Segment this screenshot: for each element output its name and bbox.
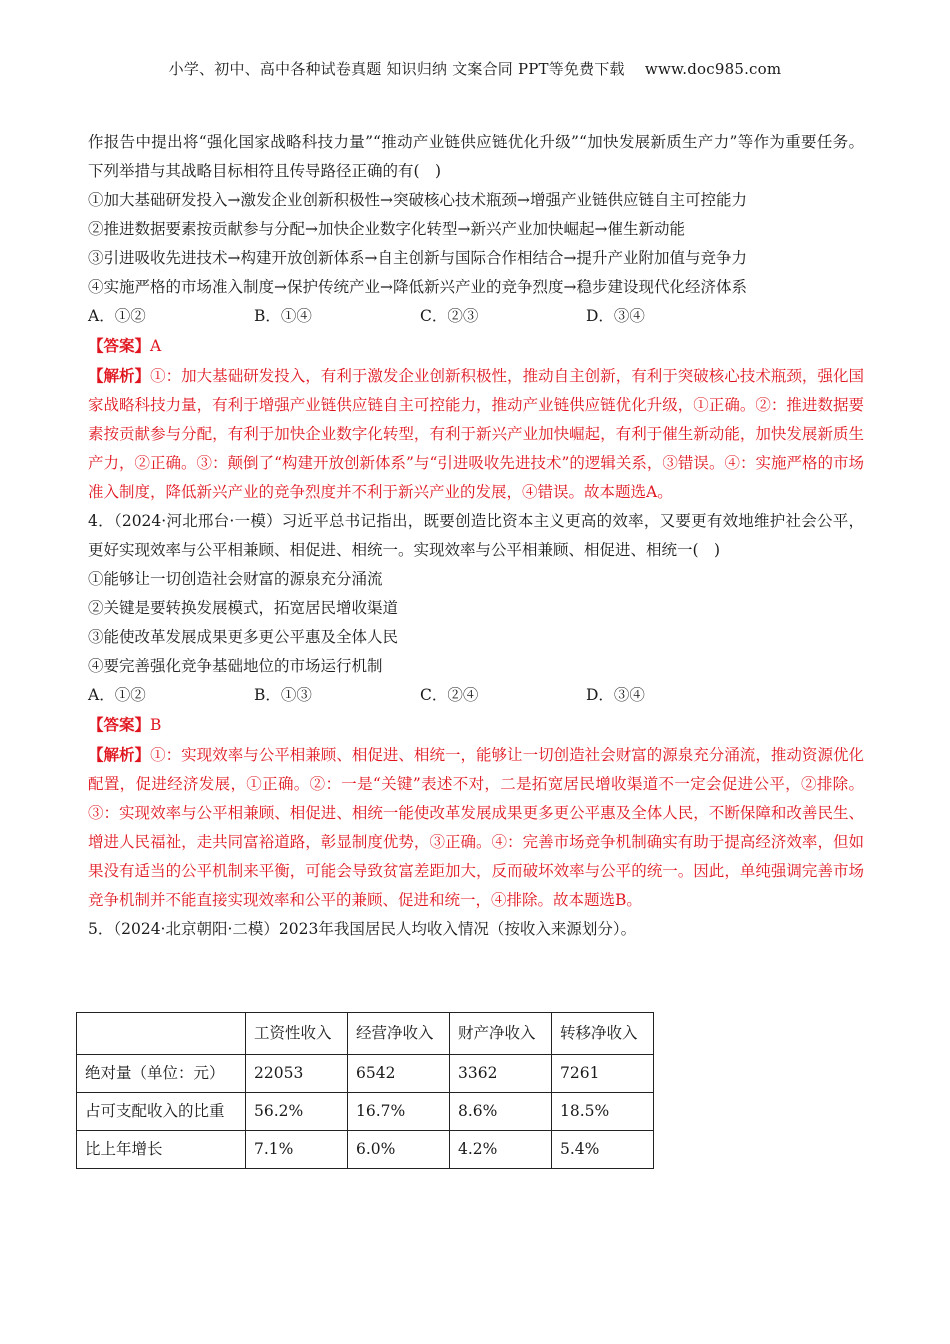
q4-answer-label: 【答案】 — [88, 715, 151, 734]
table-header-cell: 经营净收入 — [348, 1013, 450, 1055]
table-cell: 7.1% — [246, 1131, 348, 1169]
q3-option-a: A．①② — [88, 307, 146, 325]
table-cell: 3362 — [450, 1055, 552, 1093]
q5-stem: 5．（2024·北京朝阳·二模）2023年我国居民人均收入情况（按收入来源划分）。 — [88, 920, 637, 938]
table-header-cell: 工资性收入 — [246, 1013, 348, 1055]
table-row — [77, 1131, 654, 1169]
q4-analysis-text: ①：实现效率与公平相兼顾、相促进、相统一，能够让一切创造社会财富的源泉充分涌流，推动资源优化配置，促进经济发展，①正确。②：一是“关键”表述不对，二是拓宽居民增收渠道不一定会促进公平，②排除。③：实现效率与公平相兼顾、相促进、相统一能使改革发展成果更多更公平惠及全体人民，不断保障和改善民生、增进人民福祉，走共同富裕道路，彰显制度优势，③正确。④：完善市场竞争机制确实有助于提高经济效率，但如果没有适当的公平机制来平衡，可能会导致贫富差距加大，反而破坏效率与公平的统一。因此，单纯强调完善市场竞争机制并不能直接实现效率和公平的兼顾、促进和统一，④排除。故本题选B。 — [88, 746, 864, 909]
table-cell: 8.6% — [450, 1093, 552, 1131]
table-cell: 16.7% — [348, 1093, 450, 1131]
q4-option-c: C．②④ — [420, 686, 479, 704]
q4-item-2: ②关键是要转换发展模式，拓宽居民增收渠道 — [88, 599, 399, 617]
q3-analysis-label: 【解析】 — [88, 366, 151, 385]
q4-analysis — [88, 740, 864, 915]
document-content — [88, 128, 864, 944]
table-header-cell: 财产净收入 — [450, 1013, 552, 1055]
q4-answer-value: B — [150, 716, 162, 734]
table-cell: 6542 — [348, 1055, 450, 1093]
table-header-cell — [77, 1013, 246, 1055]
q3-options — [88, 302, 864, 331]
income-table — [76, 1012, 654, 1169]
q3-item-4: ④实施严格的市场准入制度→保护传统产业→降低新兴产业的竞争烈度→稳步建设现代化经济体系 — [88, 278, 747, 296]
table-row — [77, 1055, 654, 1093]
q3-analysis — [88, 361, 864, 507]
q3-option-d: D．③④ — [586, 307, 645, 325]
q3-item-2: ②推进数据要素按贡献参与分配→加快企业数字化转型→新兴产业加快崛起→催生新动能 — [88, 220, 685, 238]
q3-item-1: ①加大基础研发投入→激发企业创新积极性→突破核心技术瓶颈→增强产业链供应链自主可控能力 — [88, 191, 747, 209]
table-cell: 56.2% — [246, 1093, 348, 1131]
q3-analysis-text: ①：加大基础研发投入，有利于激发企业创新积极性，推动自主创新，有利于突破核心技术瓶颈，强化国家战略科技力量，有利于增强产业链供应链自主可控能力，推动产业链供应链优化升级，①正确。②：推进数据要素按贡献参与分配，有利于加快企业数字化转型，有利于新兴产业加快崛起，有利于催生新动能，加快发展新质生产力，②正确。③：颠倒了“构建开放创新体系”与“引进吸收先进技术”的逻辑关系，③错误。④：实施严格的市场准入制度，降低新兴产业的竞争烈度并不利于新兴产业的发展，④错误。故本题选A。 — [88, 367, 864, 501]
q4-answer — [88, 710, 864, 740]
table-cell: 比上年增长 — [77, 1131, 246, 1169]
table-cell: 22053 — [246, 1055, 348, 1093]
q4-option-b: B．①③ — [254, 686, 312, 704]
table-header-cell: 转移净收入 — [552, 1013, 654, 1055]
table-cell: 绝对量（单位：元） — [77, 1055, 246, 1093]
page-header: 小学、初中、高中各种试卷真题 知识归纳 文案合同 PPT等免费下载 www.doc985.com — [168, 60, 782, 78]
table-cell: 7261 — [552, 1055, 654, 1093]
table-cell: 占可支配收入的比重 — [77, 1093, 246, 1131]
q3-answer-label: 【答案】 — [88, 336, 151, 355]
q4-item-4: ④要完善强化竞争基础地位的市场运行机制 — [88, 657, 383, 675]
table-cell: 18.5% — [552, 1093, 654, 1131]
q3-answer — [88, 331, 864, 361]
q4-item-3: ③能使改革发展成果更多更公平惠及全体人民 — [88, 628, 399, 646]
q3-item-3: ③引进吸收先进技术→构建开放创新体系→自主创新与国际合作相结合→提升产业附加值与竞争力 — [88, 249, 747, 267]
table-header-row — [77, 1013, 654, 1055]
table-row — [77, 1093, 654, 1131]
q4-options — [88, 681, 864, 710]
table-cell: 4.2% — [450, 1131, 552, 1169]
q4-item-1: ①能够让一切创造社会财富的源泉充分涌流 — [88, 570, 383, 588]
q3-stem: 作报告中提出将“强化国家战略科技力量”“推动产业链供应链优化升级”“加快发展新质生产力”等作为重要任务。下列举措与其战略目标相符且传导路径正确的有( ) — [88, 133, 864, 180]
q4-stem: 4．（2024·河北邢台·一模）习近平总书记指出，既要创造比资本主义更高的效率，又要更有效地维护社会公平，更好实现效率与公平相兼顾、相促进、相统一。实现效率与公平相兼顾、相促进、相统一( ) — [88, 512, 864, 559]
q3-option-c: C．②③ — [420, 307, 479, 325]
q4-option-a: A．①② — [88, 686, 146, 704]
table-cell: 5.4% — [552, 1131, 654, 1169]
q3-option-b: B．①④ — [254, 307, 312, 325]
q3-answer-value: A — [150, 337, 162, 355]
q4-analysis-label: 【解析】 — [88, 745, 151, 764]
q4-option-d: D．③④ — [586, 686, 645, 704]
table-cell: 6.0% — [348, 1131, 450, 1169]
